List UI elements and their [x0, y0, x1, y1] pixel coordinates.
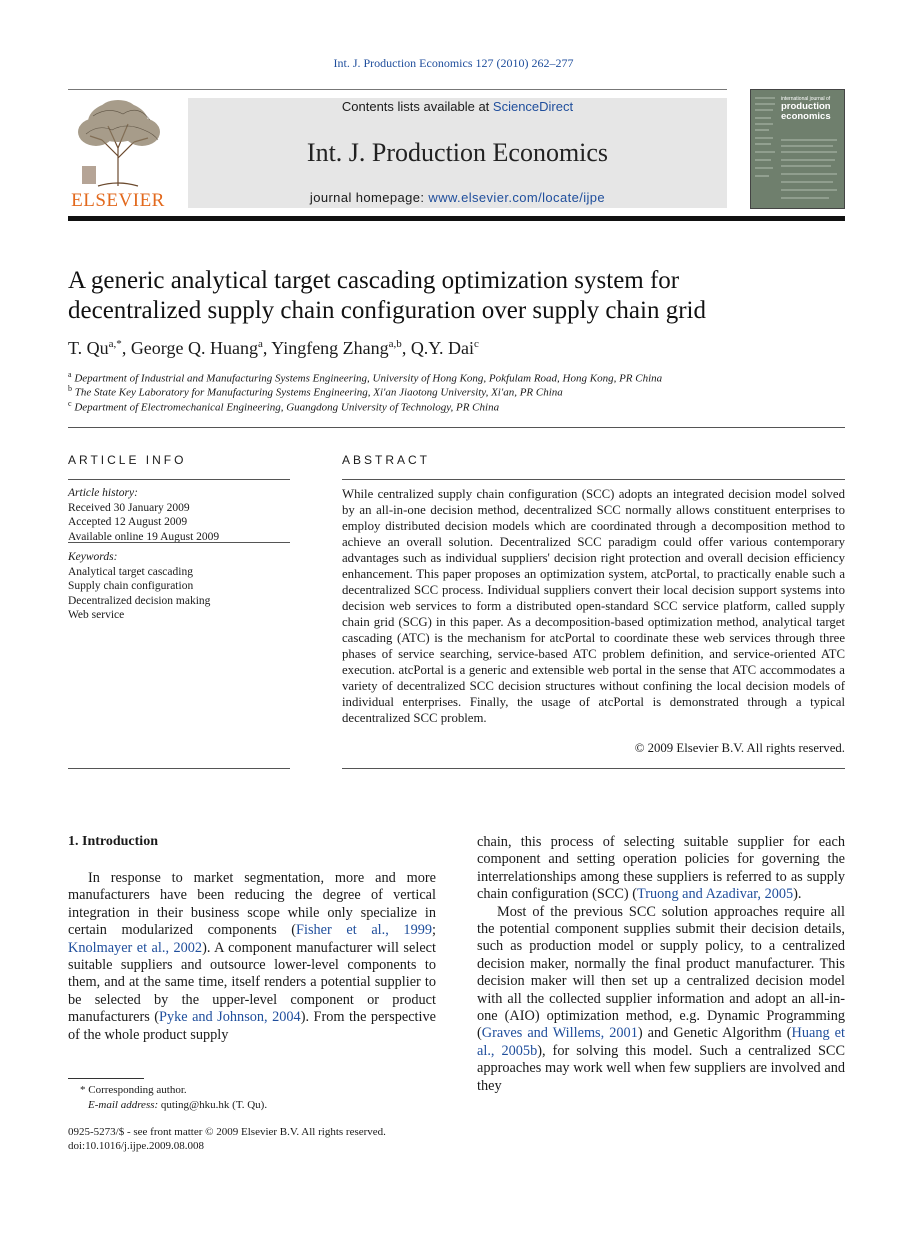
article-title	[68, 266, 848, 326]
cover-line1: international journal of	[781, 96, 831, 102]
elsevier-wordmark: ELSEVIER	[71, 190, 165, 211]
reference-link[interactable]: Knolmayer et al., 2002	[68, 939, 203, 956]
title-line-1: A generic analytical target cascading optimization system for	[68, 267, 680, 294]
reference-link[interactable]: Pyke and Johnson, 2004	[159, 1009, 301, 1026]
paragraph-text: ), for solving this model. Such a centralized SCC approaches may work well when few suppliers are involved and they	[477, 1042, 845, 1094]
email-address[interactable]: quting@hku.hk (T. Qu).	[160, 1099, 268, 1111]
paragraph-text: Most of the previous SCC solution approaches require all the potential component supplies submit their decision details, such as production model or supply policy, to a centralized decision maker, normally the final product manufacturer. This decision maker will then set up a centralized decision model with all the collected supplier information and adopt an all-in-one (AIO) optimization method, e.g. Dynamic Programming (	[477, 903, 845, 1042]
affiliation-text: The State Key Laboratory for Manufacturing Systems Engineering, Xi'an Jiaotong University, Xi'an, PR China	[74, 386, 563, 399]
keyword-item: Analytical target cascading	[68, 565, 193, 578]
paragraph-text: ;	[432, 922, 436, 939]
paragraph-text: chain, this process of selecting suitable supplier for each component and setting operation policies for governing the interrelationships among these suppliers is referred to as supply chain configuration (SCC) (	[477, 834, 845, 903]
email-note	[88, 1099, 267, 1111]
contents-prefix: Contents lists available at	[341, 99, 493, 114]
affiliation-b	[68, 384, 848, 399]
journal-homepage	[188, 190, 727, 205]
author-name[interactable]: Q.Y. Dai	[410, 338, 474, 358]
body-paragraph	[68, 870, 436, 1044]
author-separator: ,	[121, 338, 131, 358]
homepage-prefix: journal homepage:	[309, 190, 429, 205]
paragraph-text: ). A component manufacturer will select suitable suppliers and outsource lower-level components to them, and at the same time, itself renders a potential supplier to be selected by the upper-level component or product manufacturers (	[68, 939, 436, 1026]
author-list	[68, 338, 848, 359]
reference-link[interactable]: Fisher et al., 1999	[296, 922, 433, 939]
article-info-heading: ARTICLE INFO	[68, 453, 187, 467]
footnote-mark: *	[80, 1084, 86, 1096]
keyword-item: Decentralized decision making	[68, 594, 211, 607]
author-name[interactable]: George Q. Huang	[130, 338, 258, 358]
section-heading-introduction: 1. Introduction	[68, 834, 158, 849]
journal-banner	[188, 98, 727, 208]
article-info-rule-bottom	[68, 768, 290, 769]
corresponding-author-note	[80, 1084, 187, 1096]
reference-link[interactable]: Truong and Azadivar, 2005	[637, 886, 794, 903]
paragraph-text: ). From the perspective of the whole product supply	[68, 1009, 436, 1043]
header-thick-rule	[68, 216, 845, 221]
contents-availability	[188, 99, 727, 114]
tree-logo-icon	[68, 96, 168, 188]
author-name[interactable]: T. Qu	[68, 338, 109, 358]
author-separator: ,	[262, 338, 272, 358]
paragraph-text: ) and Genetic Algorithm (	[637, 1025, 792, 1042]
author-affil-mark[interactable]: a,*	[108, 338, 122, 350]
doi-line[interactable]: doi:10.1016/j.ijpe.2009.08.008	[68, 1140, 204, 1152]
body-column-right	[477, 834, 845, 1095]
abstract-heading: ABSTRACT	[342, 453, 431, 467]
cover-line3: economics	[781, 111, 831, 122]
journal-cover-thumbnail[interactable]	[750, 89, 845, 209]
history-label: Article history:	[68, 487, 138, 499]
abstract-copyright: © 2009 Elsevier B.V. All rights reserved.	[634, 741, 845, 755]
body-paragraph	[477, 904, 845, 1095]
reference-link[interactable]: Huang et al., 2005b	[477, 1025, 845, 1059]
affiliation-a	[68, 370, 848, 385]
sciencedirect-link[interactable]: ScienceDirect	[492, 99, 574, 114]
affiliation-mark: b	[68, 384, 72, 393]
keywords-label: Keywords:	[68, 551, 118, 563]
affiliation-mark: c	[68, 399, 72, 408]
received-date: Received 30 January 2009	[68, 501, 190, 514]
abstract-text: While centralized supply chain configuration (SCC) adopts an integrated decision model solved by an all-in-one decision method, decentralized SCC normally allows constituent enterprises to employ distributed decision models which are coordinated through a decomposition method to achieve an overall solution. Decentralized SCC paradigm could offer various contemporary advantages such as individual suppliers' decision right protection and overall decision efficiency enhancement. This paper proposes an optimization system, atcPortal, to practically enable such a decentralized SCC process. Individual suppliers convert their local decision support systems into decision web services to form a distributed open-standard SCC service platform, called supply chain grid (SCG) in this paper. As a decomposition-based optimization method, analytical target cascading (ATC) is the mechanism for atcPortal to coordinate these web services through three phases of service searching, service-based ATC problem definition, and service-oriented ATC execution. atcPortal is a generic and extensible web portal in the sense that ATC accommodates a variety of decentralized SCC decision structures without confining the local decision models of individual enterprises. Finally, the usage of atcPortal is demonstrated through a typical decentralized SCC problem.	[342, 487, 845, 725]
affiliation-mark: a	[68, 370, 72, 379]
affiliation-divider	[68, 427, 845, 428]
author-affil-mark[interactable]: a	[257, 338, 263, 350]
abstract-rule-bottom	[342, 768, 845, 769]
keyword-item: Web service	[68, 609, 125, 621]
title-line-2: decentralized supply chain configuration over supply chain grid	[68, 297, 706, 324]
online-date: Available online 19 August 2009	[68, 530, 220, 543]
paragraph-text: In response to market segmentation, more and more manufacturers have been reducing the degree of vertical integration in their business scope while only specialize in certain modularized components (	[68, 870, 436, 939]
keywords-block	[68, 550, 290, 623]
author-separator: ,	[401, 338, 411, 358]
body-column-left	[68, 870, 436, 1044]
author-name[interactable]: Yingfeng Zhang	[271, 338, 389, 358]
accepted-date: Accepted 12 August 2009	[68, 516, 188, 528]
article-info-rule-mid	[68, 542, 290, 543]
keyword-item: Supply chain configuration	[68, 580, 194, 592]
body-paragraph	[477, 834, 845, 904]
affiliation-text: Department of Electromechanical Engineering, Guangdong University of Technology, PR China	[74, 401, 500, 414]
author-affil-mark[interactable]: c	[473, 338, 479, 350]
cover-contents-graphic	[751, 90, 844, 208]
abstract-rule-top	[342, 479, 845, 480]
homepage-link[interactable]: www.elsevier.com/locate/ijpe	[428, 190, 606, 205]
corresponding-text: Corresponding author.	[88, 1084, 187, 1096]
paragraph-text: ).	[793, 886, 802, 903]
header-top-rule	[68, 89, 727, 90]
footnote-rule	[68, 1078, 144, 1079]
journal-citation-link[interactable]: Int. J. Production Economics 127 (2010) 262–277	[333, 56, 574, 70]
journal-title: Int. J. Production Economics	[306, 138, 609, 167]
email-label: E-mail address:	[88, 1099, 159, 1111]
article-info-rule-top	[68, 479, 290, 480]
affiliation-c	[68, 399, 848, 414]
cover-line2: production	[781, 101, 831, 112]
article-history	[68, 486, 290, 544]
author-affil-mark[interactable]: a,b	[388, 338, 402, 350]
affiliation-text: Department of Industrial and Manufacturing Systems Engineering, University of Hong Kong, Pokfulam Road, Hong Kong, PR China	[74, 372, 663, 385]
reference-link[interactable]: Graves and Willems, 2001	[481, 1025, 638, 1042]
issn-line: 0925-5273/$ - see front matter © 2009 Elsevier B.V. All rights reserved.	[68, 1126, 386, 1138]
